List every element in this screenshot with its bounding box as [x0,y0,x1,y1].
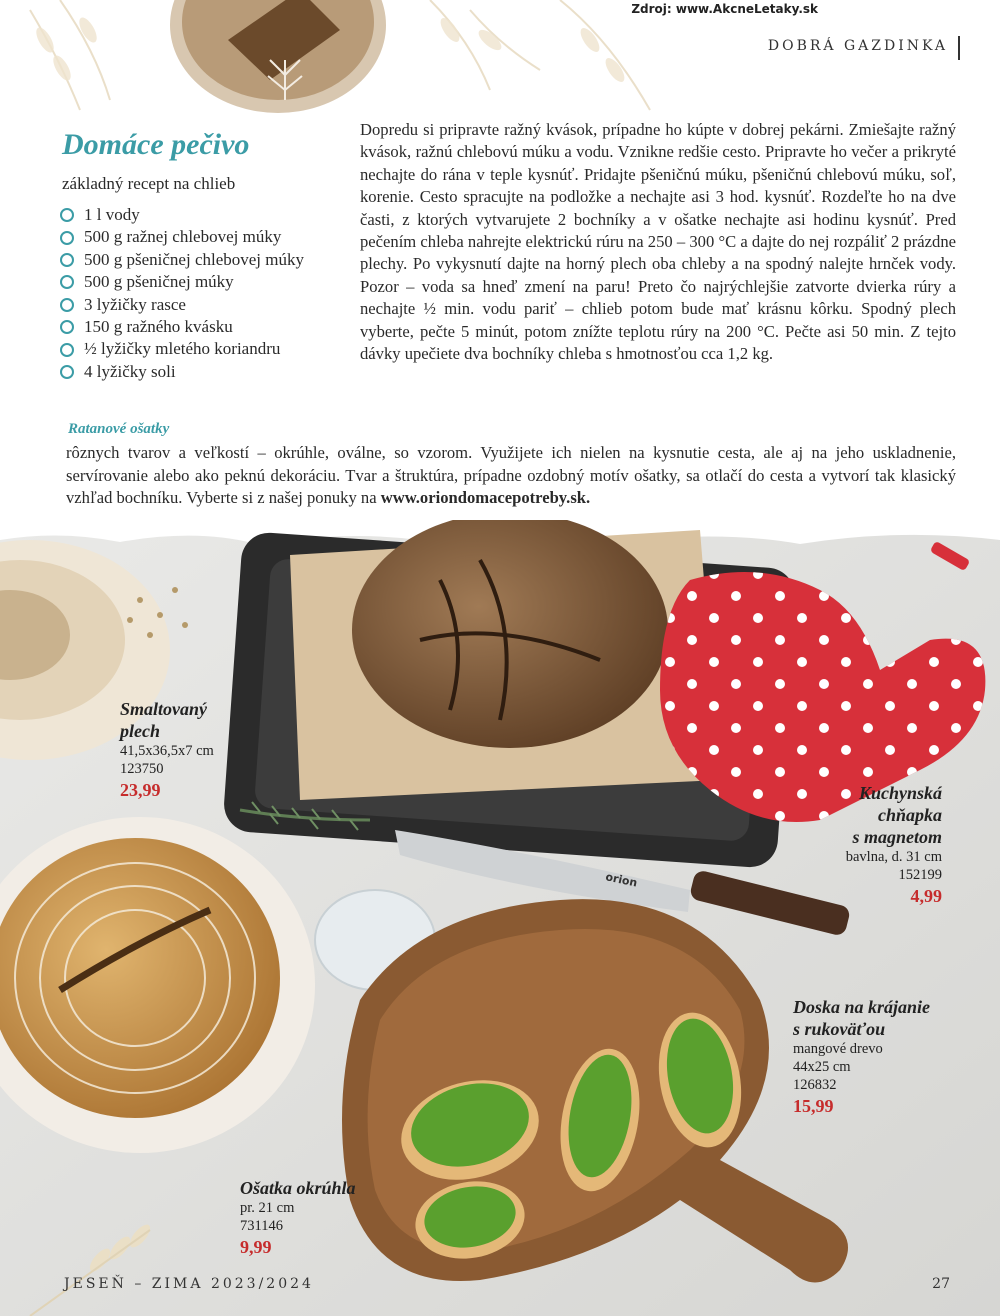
product-detail: 41,5x36,5x7 cm [120,743,214,759]
product-code: 152199 [898,867,942,883]
product-price: 15,99 [793,1096,834,1116]
product-detail: bavlna, d. 31 cm [845,849,942,865]
circle-bullet-icon [60,208,74,222]
list-item [60,271,304,293]
product-price: 23,99 [120,780,161,800]
product-oven-mitt [846,782,942,908]
product-cutting-board [793,996,930,1118]
circle-bullet-icon [60,365,74,379]
product-detail: mangové drevo [793,1041,883,1057]
product-baking-tray [120,698,214,802]
ingredient-text: 1 l vody [84,205,140,224]
recipe-subtitle: základný recept na chlieb [62,174,236,193]
section-header: DOBRÁ GAZDINKA [767,38,948,54]
product-name: Smaltovaný [120,699,208,719]
rattan-body: rôznych tvarov a veľkostí – okrúhle, oválne, so vzorom. Využijete ich nielen na kysnutie cesta, ale aj na jeho uskladnenie, servírovanie alebo ako peknú dekoráciu. Tvar a štruktúra, prípadne ozdobný motív ošatky, sa otlačí do cesta a vytvorí tak klasický vzhľad bochníku. Vyberte si z našej ponuky na [66,443,956,508]
product-photo [0,520,1000,1316]
product-name: Doska na krájanie [793,997,931,1017]
knife-brand: orion [604,870,639,890]
circle-bullet-icon [60,343,74,357]
recipe-instructions: Dopredu si pripravte ražný kvások, prípadne ho kúpte v dobrej pekárni. Zmiešajte ražný kvások, ražnú chlebovú múku a vodu. Vznikne redšie cesto. Pripravte ho večer a prikryté nechajte do rána v teple kysnúť. Pridajte pšeničnú múku, pšeničnú chlebovú múku, soľ, korenie. Cesto spracujte na podložke a nechajte asi 3 hod. kysnúť. Rozdeľte ho na dve časti, z ktorých vytvarujete 2 bochníky a v ošatke nechajte asi hodinu kysnúť. Pred pečením chleba nahrejte elektrickú rúru na 250 – 300 °C a dajte do nej rozpáliť 2 prázdne plechy. Po vykysnutí dajte na horný plech oba chleby a na spodný nalejte hrnček vody. Pozor – voda sa hneď zmení na paru! Preto čo najrýchlejšie zatvorte dvierka rúry a nechajte ½ min. vodu pariť – chlieb potom bude mať krásnu kôrku. Spodný plech vyberte, pečte 5 minút, potom znížte teplotu rúry na 200 °C. Pečte asi 50 min. Z tejto dávky upečiete dva bochníky chleba s hmotnosťou cca 1,2 kg. [360,120,956,364]
product-name: s rukoväťou [793,1019,886,1039]
ingredient-text: 4 lyžičky soli [84,361,176,381]
ingredient-text: 500 g ražnej chlebovej múky [84,227,282,247]
list-item [60,294,304,316]
header-divider [958,36,960,60]
footer-season: JESEŇ – ZIMA 2023/2024 [64,1276,314,1292]
product-detail: 44x25 cm [793,1059,851,1075]
list-item [60,226,304,248]
shop-link[interactable]: www.oriondomacepotreby.sk. [380,488,591,508]
recipe-title: Domáce pečivo [62,128,250,161]
list-item [60,316,304,338]
page-number: 27 [932,1276,950,1292]
circle-bullet-icon [60,298,74,312]
rattan-title: Ratanové ošatky [68,421,170,437]
product-proofing-basket [240,1177,356,1259]
list-item [60,338,304,360]
circle-bullet-icon [60,253,74,267]
circle-bullet-icon [60,231,74,245]
list-item [60,204,304,226]
product-name: plech [120,721,160,741]
list-item [60,361,304,383]
product-name: chňapka [877,805,942,825]
product-name: Kuchynská [858,783,942,803]
ingredient-text: 150 g ražného kvásku [84,316,233,336]
ingredient-text: 3 lyžičky rasce [84,294,186,314]
product-code: 731146 [240,1218,283,1234]
product-price: 9,99 [240,1237,272,1257]
rattan-text [66,442,956,510]
list-item [60,249,304,271]
ingredient-text: 500 g pšeničnej chlebovej múky [84,249,305,269]
product-name: s magnetom [852,827,942,847]
product-code: 123750 [120,761,164,777]
product-code: 126832 [793,1077,837,1093]
product-detail: pr. 21 cm [240,1200,295,1216]
product-name: Ošatka okrúhla [240,1178,356,1198]
ingredient-list [60,204,304,383]
source-credit: Zdroj: www.AkcneLetaky.sk [631,2,818,16]
ingredient-text: ½ lyžičky mletého koriandru [84,339,281,359]
circle-bullet-icon [60,320,74,334]
product-price: 4,99 [910,886,942,906]
circle-bullet-icon [60,275,74,289]
top-decoration [0,0,1000,120]
ingredient-text: 500 g pšeničnej múky [84,272,234,292]
